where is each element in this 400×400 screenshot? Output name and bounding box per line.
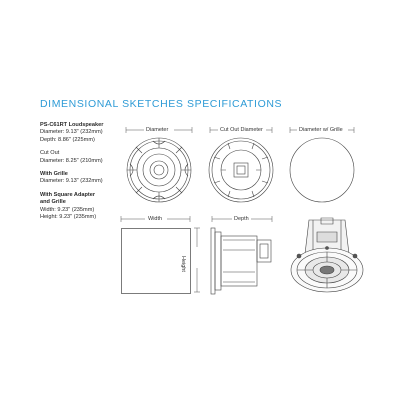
speaker-front-view [126, 137, 192, 203]
cutout-diameter-label: Cut Out Diameter [220, 127, 263, 133]
speaker-3d-render [287, 214, 367, 296]
width-label: Width [148, 216, 163, 222]
model-heading: PS-C61RT Loudspeaker [40, 122, 104, 128]
adapter-height-spec: Height: 9.23" (235mm) [40, 214, 97, 221]
cutout-heading: Cut Out [40, 150, 60, 157]
grille-diameter-spec: Diameter: 9.13" (232mm) [40, 178, 103, 185]
grille-heading: With Grille [40, 171, 68, 178]
diameter-spec: Diameter: 9.13" (232mm) [40, 129, 103, 136]
speaker-back-view [208, 137, 274, 203]
diameter-grille-label: Diameter w/ Grille [299, 127, 343, 133]
cutout-diameter-spec: Diameter: 8.25" (210mm) [40, 157, 103, 164]
adapter-width-spec: Width: 9.23" (235mm) [40, 206, 95, 213]
adapter-heading-line2: and Grille [40, 199, 66, 206]
depth-label: Depth [234, 216, 249, 222]
square-adapter-view [121, 228, 191, 294]
speaker-side-view [210, 226, 274, 296]
page-title: DIMENSIONAL SKETCHES SPECIFICATIONS [40, 98, 283, 110]
grille-view [289, 137, 355, 203]
height-label: Height [180, 256, 186, 272]
adapter-heading-line1: With Square Adapter [40, 191, 96, 198]
depth-spec: Depth: 8.86" (225mm) [40, 136, 95, 143]
diameter-label: Diameter [146, 127, 169, 133]
